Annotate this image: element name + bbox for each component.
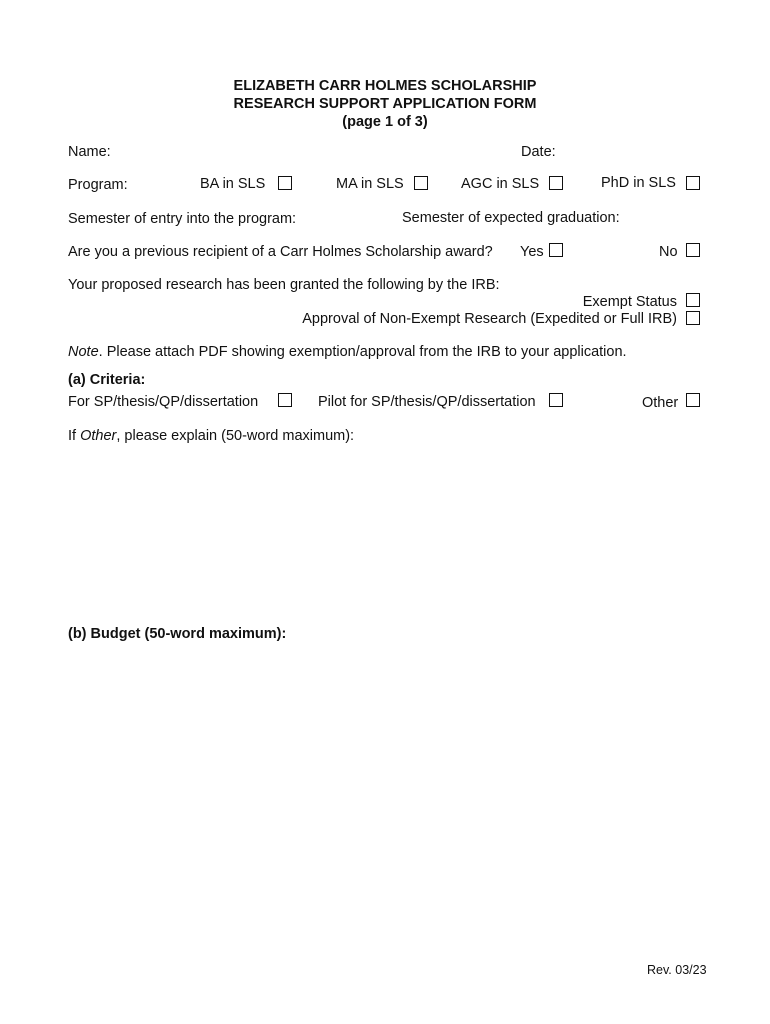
program-option-ma-label: MA in SLS: [336, 176, 404, 192]
criteria-sp-checkbox[interactable]: [278, 393, 292, 407]
non-exempt-approval-label: Approval of Non-Exempt Research (Expedited or Full IRB): [302, 311, 677, 327]
non-exempt-approval-checkbox[interactable]: [686, 311, 700, 325]
semester-graduation-label: Semester of expected graduation:: [402, 210, 620, 226]
note-prefix: Note: [68, 344, 99, 360]
form-title-line-3: (page 1 of 3): [342, 114, 428, 130]
form-title: [0, 77, 770, 131]
exempt-status-checkbox[interactable]: [686, 293, 700, 307]
criteria-pilot-label: Pilot for SP/thesis/QP/dissertation: [318, 394, 536, 410]
explain-italic: Other: [80, 428, 117, 444]
budget-heading: (b) Budget (50-word maximum):: [68, 626, 287, 642]
program-option-phd-label: PhD in SLS: [601, 175, 676, 191]
note-text: . Please attach PDF showing exemption/approval from the IRB to your application.: [98, 344, 627, 360]
program-option-agc-label: AGC in SLS: [461, 176, 540, 192]
previous-recipient-no-label: No: [659, 244, 678, 260]
program-label: Program:: [68, 177, 128, 193]
date-label: Date:: [521, 144, 556, 160]
criteria-explain-prompt: [68, 428, 354, 445]
previous-recipient-question: Are you a previous recipient of a Carr Holmes Scholarship award?: [68, 244, 493, 260]
program-phd-checkbox[interactable]: [686, 176, 700, 190]
explain-suffix: , please explain (50-word maximum):: [116, 428, 355, 444]
criteria-other-label: Other: [642, 395, 679, 411]
form-title-line-1: ELIZABETH CARR HOLMES SCHOLARSHIP: [233, 78, 537, 94]
program-option-ba-label: BA in SLS: [200, 176, 266, 192]
criteria-sp-label: For SP/thesis/QP/dissertation: [68, 394, 259, 410]
previous-recipient-no-checkbox[interactable]: [686, 243, 700, 257]
program-ma-checkbox[interactable]: [414, 176, 428, 190]
name-label: Name:: [68, 144, 111, 160]
revision-label: Rev. 03/23: [647, 963, 707, 977]
criteria-heading: (a) Criteria:: [68, 372, 146, 388]
program-ba-checkbox[interactable]: [278, 176, 292, 190]
previous-recipient-yes-label: Yes: [520, 244, 544, 260]
irb-note: [68, 344, 627, 361]
criteria-other-checkbox[interactable]: [686, 393, 700, 407]
previous-recipient-yes-checkbox[interactable]: [549, 243, 563, 257]
explain-prefix: If: [68, 428, 81, 444]
criteria-pilot-checkbox[interactable]: [549, 393, 563, 407]
program-agc-checkbox[interactable]: [549, 176, 563, 190]
exempt-status-label: Exempt Status: [582, 294, 677, 310]
irb-question: Your proposed research has been granted the following by the IRB:: [68, 277, 500, 293]
form-title-line-2: RESEARCH SUPPORT APPLICATION FORM: [233, 96, 537, 112]
semester-entry-label: Semester of entry into the program:: [68, 211, 297, 227]
